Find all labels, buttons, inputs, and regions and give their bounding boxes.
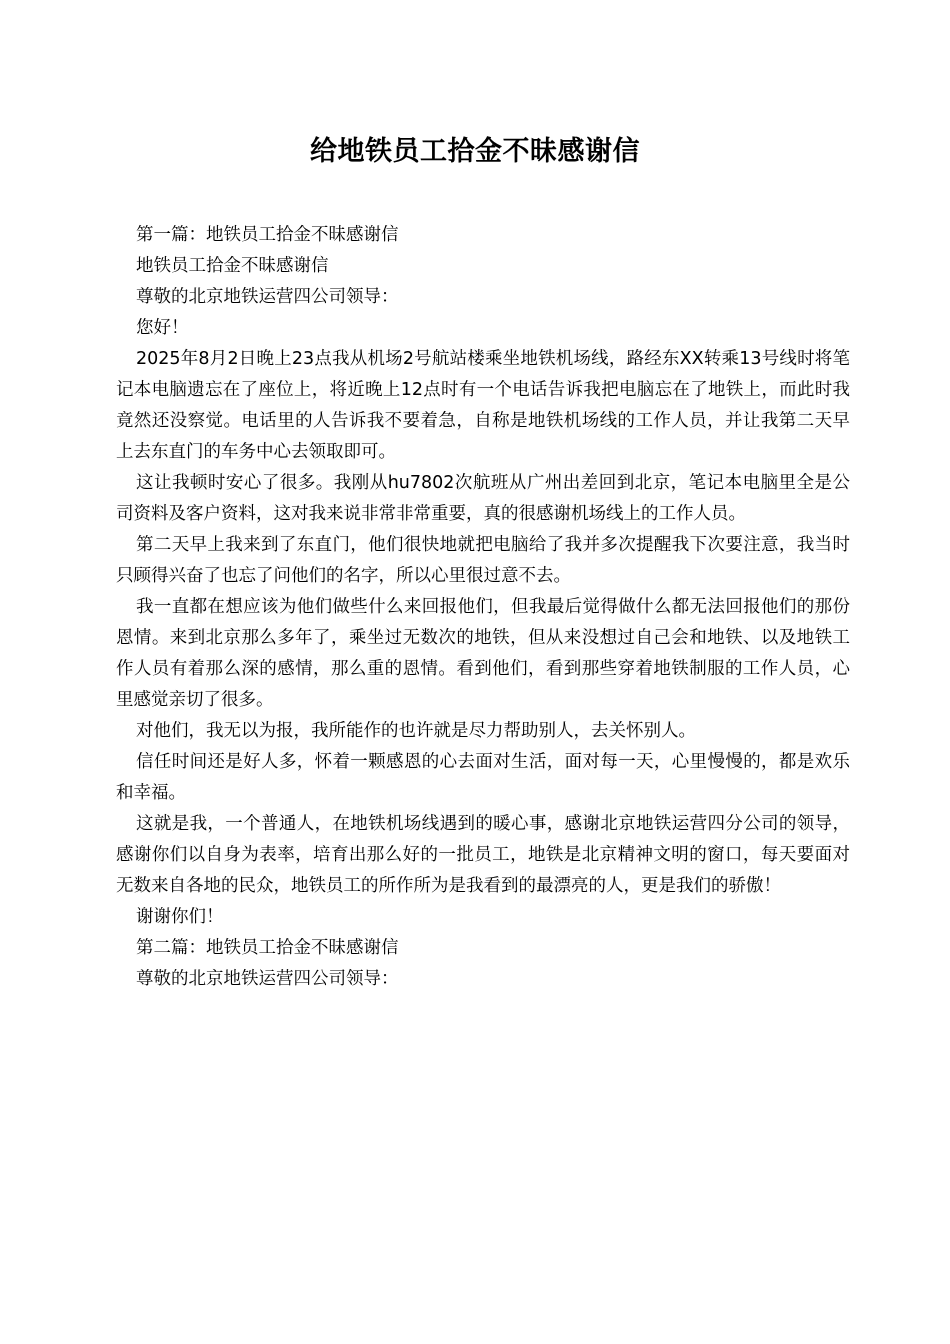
document-body	[116, 220, 850, 995]
paragraph-body-1: 2025年8月2日晚上23点我从机场2号航站楼乘坐地铁机场线，路经东XX转乘13号线时将笔记本电脑遗忘在了座位上，将近晚上12点时有一个电话告诉我把电脑忘在了地铁上，而此时我竟然还没察觉。电话里的人告诉我不要着急，自称是地铁机场线的工作人员，并让我第二天早上去东直门的车务中心去领取即可。	[116, 349, 850, 462]
paragraph-body-4: 我一直都在想应该为他们做些什么来回报他们，但我最后觉得做什么都无法回报他们的那份恩情。来到北京那么多年了，乘坐过无数次的地铁，但从来没想过自己会和地铁、以及地铁工作人员有着那么深的感情，那么重的恩情。看到他们，看到那些穿着地铁制服的工作人员，心里感觉亲切了很多。	[116, 597, 850, 710]
paragraph-body-7: 这就是我，一个普通人，在地铁机场线遇到的暖心事，感谢北京地铁运营四分公司的领导，感谢你们以自身为表率，培育出那么好的一批员工，地铁是北京精神文明的窗口，每天要面对无数来自各地的民众，地铁员工的所作所为是我看到的最漂亮的人，更是我们的骄傲！	[116, 814, 850, 896]
paragraph-salutation: 尊敬的北京地铁运营四公司领导：	[136, 287, 399, 307]
paragraph-body-5: 对他们，我无以为报，我所能作的也许就是尽力帮助别人，去关怀别人。	[136, 721, 696, 741]
paragraph-section-heading-2: 第二篇：地铁员工拾金不昧感谢信	[136, 938, 399, 958]
paragraph-closing: 谢谢你们！	[136, 907, 224, 927]
paragraph-body-3: 第二天早上我来到了东直门，他们很快地就把电脑给了我并多次提醒我下次要注意，我当时只顾得兴奋了也忘了问他们的名字，所以心里很过意不去。	[116, 535, 850, 586]
paragraph-salutation-2: 尊敬的北京地铁运营四公司领导：	[136, 969, 399, 989]
paragraph-letter-title: 地铁员工拾金不昧感谢信	[136, 256, 329, 276]
paragraph-body-6: 信任时间还是好人多，怀着一颗感恩的心去面对生活，面对每一天，心里慢慢的，都是欢乐和幸福。	[116, 752, 850, 803]
document-title: 给地铁员工拾金不昧感谢信	[310, 136, 640, 167]
paragraph-section-heading-1: 第一篇：地铁员工拾金不昧感谢信	[136, 225, 399, 245]
paragraph-body-2: 这让我顿时安心了很多。我刚从hu7802次航班从广州出差回到北京，笔记本电脑里全是公司资料及客户资料，这对我来说非常非常重要，真的很感谢机场线上的工作人员。	[116, 473, 850, 524]
paragraph-greeting: 您好！	[136, 318, 189, 338]
